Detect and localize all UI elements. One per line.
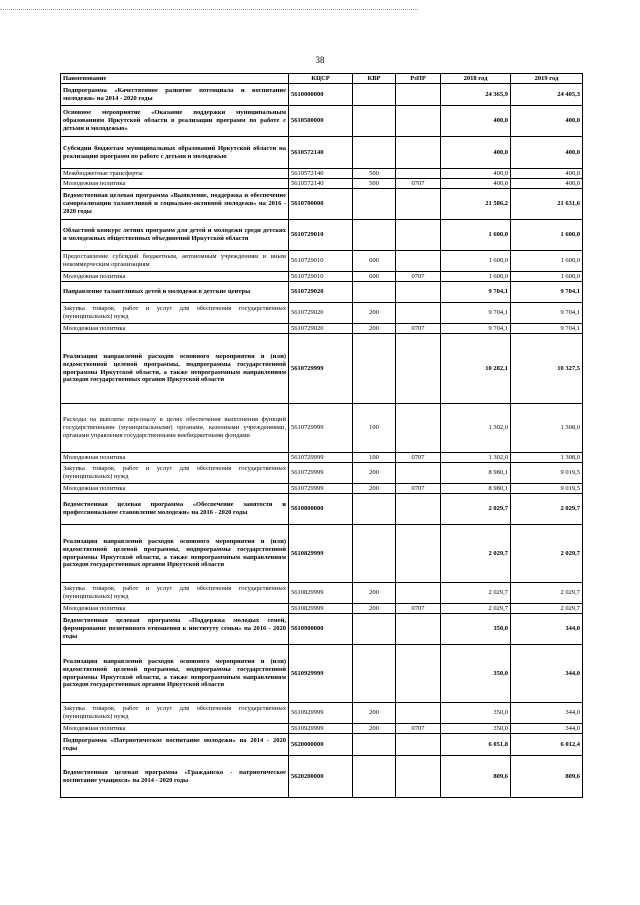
header-kvr: КВР (353, 74, 396, 84)
cell-rzpr: 0707 (396, 484, 441, 494)
table-row (61, 463, 583, 484)
cell-rzpr (396, 303, 441, 324)
cell-year-2018: 1 600,0 (441, 251, 511, 272)
cell-kcsr: 5610929999 (289, 645, 353, 703)
table-row (61, 251, 583, 272)
cell-kcsr: 5610800000 (289, 494, 353, 525)
cell-year-2019: 6 012,4 (511, 734, 583, 756)
cell-kvr (353, 189, 396, 220)
cell-year-2018: 24 365,9 (441, 84, 511, 106)
cell-year-2018: 1 600,0 (441, 220, 511, 251)
cell-name: Предоставление субсидий бюджетным, автономным учреждениям и иным некоммерческим организациям (61, 251, 289, 272)
cell-kvr: 200 (353, 324, 396, 334)
cell-year-2019: 344,0 (511, 724, 583, 734)
cell-kcsr: 5610572140 (289, 179, 353, 189)
cell-name: Молодежная политика (61, 453, 289, 463)
cell-year-2018: 350,0 (441, 703, 511, 724)
cell-rzpr (396, 282, 441, 303)
table-body (61, 84, 583, 798)
cell-rzpr: 0707 (396, 272, 441, 282)
cell-name: Ведомственная целевая программа «Выявление, поддержка и обеспечение самореализации талантливой и социально-активной молодежи» на 2016 - 2020 годы (61, 189, 289, 220)
table-row (61, 84, 583, 106)
cell-kcsr: 5610729999 (289, 463, 353, 484)
cell-year-2019: 1 600,0 (511, 251, 583, 272)
table-row (61, 179, 583, 189)
cell-kcsr: 5610729999 (289, 334, 353, 404)
cell-year-2018: 2 029,7 (441, 583, 511, 604)
cell-name: Направление талантливых детей и молодежи в детские центры (61, 282, 289, 303)
cell-rzpr (396, 494, 441, 525)
cell-year-2019: 24 405,3 (511, 84, 583, 106)
cell-rzpr (396, 137, 441, 169)
cell-year-2018: 10 282,1 (441, 334, 511, 404)
cell-kvr (353, 282, 396, 303)
table-row (61, 614, 583, 645)
page-number: 38 (315, 55, 325, 65)
cell-kcsr: 5610700000 (289, 189, 353, 220)
cell-rzpr (396, 84, 441, 106)
cell-year-2019: 2 029,7 (511, 604, 583, 614)
cell-year-2018: 21 586,2 (441, 189, 511, 220)
cell-kvr: 200 (353, 724, 396, 734)
table-row (61, 404, 583, 453)
cell-rzpr: 0707 (396, 453, 441, 463)
cell-kvr: 200 (353, 303, 396, 324)
cell-year-2018: 9 704,1 (441, 282, 511, 303)
cell-rzpr: 0707 (396, 724, 441, 734)
table-row (61, 703, 583, 724)
header-kcsr: КЦСР (289, 74, 353, 84)
cell-kvr: 100 (353, 453, 396, 463)
cell-name: Межбюджетные трансферты (61, 169, 289, 179)
cell-kvr (353, 525, 396, 583)
cell-rzpr (396, 106, 441, 137)
cell-kcsr: 5610729020 (289, 282, 353, 303)
budget-table (60, 73, 583, 798)
cell-kvr (353, 756, 396, 798)
table-row (61, 334, 583, 404)
cell-kcsr: 5610900000 (289, 614, 353, 645)
header-2018: 2018 год (441, 74, 511, 84)
cell-kvr: 600 (353, 272, 396, 282)
cell-rzpr (396, 525, 441, 583)
cell-name: Расходы на выплаты персоналу в целях обеспечения выполнения функций государственными (муниципальными) органами, казенными учреждениями, органами управления государственными внебюджетными фондами (61, 404, 289, 453)
cell-kvr (353, 645, 396, 703)
cell-year-2018: 400,0 (441, 179, 511, 189)
cell-year-2019: 344,0 (511, 703, 583, 724)
cell-year-2018: 8 980,1 (441, 463, 511, 484)
cell-year-2019: 1 308,0 (511, 404, 583, 453)
cell-year-2018: 9 704,1 (441, 324, 511, 334)
table-row (61, 272, 583, 282)
cell-kvr: 600 (353, 251, 396, 272)
cell-name: Субсидии бюджетам муниципальных образований Иркутской области на реализацию программ по работе с детьми и молодежью (61, 137, 289, 169)
table-row (61, 303, 583, 324)
cell-year-2019: 1 600,0 (511, 220, 583, 251)
cell-name: Молодежная политика (61, 272, 289, 282)
cell-year-2019: 1 600,0 (511, 272, 583, 282)
cell-year-2018: 809,6 (441, 756, 511, 798)
cell-rzpr (396, 583, 441, 604)
cell-year-2018: 2 029,7 (441, 525, 511, 583)
cell-kcsr: 5610729999 (289, 404, 353, 453)
cell-kcsr: 5610572140 (289, 169, 353, 179)
cell-kcsr: 5610572140 (289, 137, 353, 169)
cell-year-2019: 400,0 (511, 106, 583, 137)
header-2019: 2019 год (511, 74, 583, 84)
cell-year-2019: 344,0 (511, 645, 583, 703)
cell-kvr (353, 334, 396, 404)
cell-kvr: 500 (353, 169, 396, 179)
cell-year-2019: 344,0 (511, 614, 583, 645)
cell-year-2018: 8 980,1 (441, 484, 511, 494)
cell-name: Ведомственная целевая программа «Поддержка молодых семей, формирование позитивного отношения к институту семьи» на 2016 - 2020 годы (61, 614, 289, 645)
table-row (61, 484, 583, 494)
cell-name: Молодежная политика (61, 484, 289, 494)
cell-kvr: 100 (353, 404, 396, 453)
cell-rzpr (396, 734, 441, 756)
cell-year-2018: 350,0 (441, 614, 511, 645)
cell-name: Реализация направлений расходов основного мероприятия и (или) ведомственной целевой программы, подпрограммы государственной программы Иркутской области, а также непрограммным направлениям расходов государственных органов Иркутской области (61, 525, 289, 583)
cell-year-2018: 1 302,0 (441, 404, 511, 453)
cell-name: Молодежная политика (61, 179, 289, 189)
cell-name: Реализация направлений расходов основного мероприятия и (или) ведомственной целевой программы, подпрограммы государственной программы Иркутской области, а также непрограммным направлениям расходов государственных органов Иркутской области (61, 645, 289, 703)
cell-rzpr (396, 614, 441, 645)
cell-year-2018: 9 704,1 (441, 303, 511, 324)
cell-name: Подпрограмма «Патриотическое воспитание молодежи» на 2014 - 2020 годы (61, 734, 289, 756)
header-rzpr: РзПР (396, 74, 441, 84)
cell-kcsr: 5610729999 (289, 484, 353, 494)
cell-kvr (353, 137, 396, 169)
cell-kcsr: 5610929999 (289, 703, 353, 724)
cell-rzpr (396, 463, 441, 484)
cell-year-2018: 400,0 (441, 137, 511, 169)
cell-name: Молодежная политика (61, 324, 289, 334)
cell-name: Закупка товаров, работ и услуг для обеспечения государственных (муниципальных) нужд (61, 463, 289, 484)
cell-kvr (353, 494, 396, 525)
cell-kvr: 200 (353, 703, 396, 724)
table-header-row (61, 74, 583, 84)
table-row (61, 645, 583, 703)
table-row (61, 494, 583, 525)
cell-year-2018: 400,0 (441, 169, 511, 179)
cell-year-2019: 400,0 (511, 169, 583, 179)
table-row (61, 169, 583, 179)
table-row (61, 525, 583, 583)
cell-name: Закупка товаров, работ и услуг для обеспечения государственных (муниципальных) нужд (61, 303, 289, 324)
cell-kcsr: 5610000000 (289, 84, 353, 106)
cell-kcsr: 5610829999 (289, 583, 353, 604)
cell-name: Основное мероприятие «Оказание поддержки муниципальным образованиям Иркутской области в реализации программ по работе с детьми и молодежью» (61, 106, 289, 137)
cell-year-2019: 2 029,7 (511, 525, 583, 583)
cell-kvr (353, 106, 396, 137)
cell-year-2019: 2 029,7 (511, 494, 583, 525)
cell-name: Ведомственная целевая программа «Обеспечение занятости и профессиональное становление молодежи» на 2016 - 2020 годы (61, 494, 289, 525)
cell-rzpr (396, 756, 441, 798)
cell-year-2019: 21 631,6 (511, 189, 583, 220)
cell-year-2018: 1 600,0 (441, 272, 511, 282)
cell-kvr: 200 (353, 484, 396, 494)
cell-year-2019: 9 019,5 (511, 463, 583, 484)
cell-kcsr: 5620000000 (289, 734, 353, 756)
cell-kvr: 200 (353, 604, 396, 614)
cell-year-2019: 9 704,1 (511, 324, 583, 334)
cell-year-2018: 6 051,8 (441, 734, 511, 756)
cell-year-2018: 2 029,7 (441, 604, 511, 614)
cell-rzpr (396, 251, 441, 272)
cell-kcsr: 5610729020 (289, 303, 353, 324)
cell-kcsr: 5610729010 (289, 251, 353, 272)
table-row (61, 106, 583, 137)
cell-year-2019: 9 704,1 (511, 282, 583, 303)
table-row (61, 189, 583, 220)
cell-name: Молодежная политика (61, 604, 289, 614)
cell-kcsr: 5610929999 (289, 724, 353, 734)
table-row (61, 583, 583, 604)
cell-kvr (353, 734, 396, 756)
cell-rzpr: 0707 (396, 604, 441, 614)
cell-rzpr (396, 334, 441, 404)
cell-rzpr (396, 645, 441, 703)
header-name: Наименование (61, 74, 289, 84)
cell-kcsr: 5610829999 (289, 604, 353, 614)
table-row (61, 453, 583, 463)
cell-name: Закупка товаров, работ и услуг для обеспечения государственных (муниципальных) нужд (61, 703, 289, 724)
table-row (61, 137, 583, 169)
cell-rzpr (396, 703, 441, 724)
table-row (61, 220, 583, 251)
cell-kcsr: 5610729010 (289, 272, 353, 282)
cell-year-2019: 400,0 (511, 179, 583, 189)
cell-name: Областной конкурс летних программ для детей и молодежи среди детских и молодежных общественных объединений Иркутской области (61, 220, 289, 251)
cell-name: Реализация направлений расходов основного мероприятия и (или) ведомственной целевой программы, подпрограммы государственной программы Иркутской области, а также непрограммным направлениям расходов государственных органов Иркутской области (61, 334, 289, 404)
cell-year-2019: 400,0 (511, 137, 583, 169)
cell-kvr (353, 220, 396, 251)
cell-kvr: 500 (353, 179, 396, 189)
cell-year-2019: 809,6 (511, 756, 583, 798)
table-row (61, 282, 583, 303)
cell-kcsr: 5610829999 (289, 525, 353, 583)
cell-year-2019: 2 029,7 (511, 583, 583, 604)
cell-year-2019: 1 308,0 (511, 453, 583, 463)
cell-year-2019: 10 327,5 (511, 334, 583, 404)
cell-rzpr (396, 189, 441, 220)
cell-kcsr: 5610729999 (289, 453, 353, 463)
table-row (61, 756, 583, 798)
cell-kvr (353, 84, 396, 106)
cell-kcsr: 5610500000 (289, 106, 353, 137)
cell-rzpr (396, 404, 441, 453)
cell-rzpr (396, 169, 441, 179)
cell-kvr (353, 614, 396, 645)
cell-name: Ведомственная целевая программа «Гражданско - патриотическое воспитание учащихся» на 2014 - 2020 годы (61, 756, 289, 798)
cell-year-2018: 350,0 (441, 645, 511, 703)
cell-rzpr (396, 220, 441, 251)
page-top-rule (0, 9, 418, 10)
cell-kvr: 200 (353, 583, 396, 604)
cell-year-2018: 350,0 (441, 724, 511, 734)
cell-year-2019: 9 019,5 (511, 484, 583, 494)
cell-year-2019: 9 704,1 (511, 303, 583, 324)
cell-kvr: 200 (353, 463, 396, 484)
cell-rzpr: 0707 (396, 179, 441, 189)
cell-kcsr: 5620200000 (289, 756, 353, 798)
cell-name: Закупка товаров, работ и услуг для обеспечения государственных (муниципальных) нужд (61, 583, 289, 604)
cell-rzpr: 0707 (396, 324, 441, 334)
cell-year-2018: 2 029,7 (441, 494, 511, 525)
table-row (61, 604, 583, 614)
cell-kcsr: 5610729010 (289, 220, 353, 251)
cell-year-2018: 1 302,0 (441, 453, 511, 463)
table-row (61, 734, 583, 756)
table-row (61, 324, 583, 334)
table-row (61, 724, 583, 734)
cell-kcsr: 5610729020 (289, 324, 353, 334)
cell-year-2018: 400,0 (441, 106, 511, 137)
cell-name: Подпрограмма «Качественное развитие потенциала и воспитание молодежи» на 2014 - 2020 годы (61, 84, 289, 106)
cell-name: Молодежная политика (61, 724, 289, 734)
